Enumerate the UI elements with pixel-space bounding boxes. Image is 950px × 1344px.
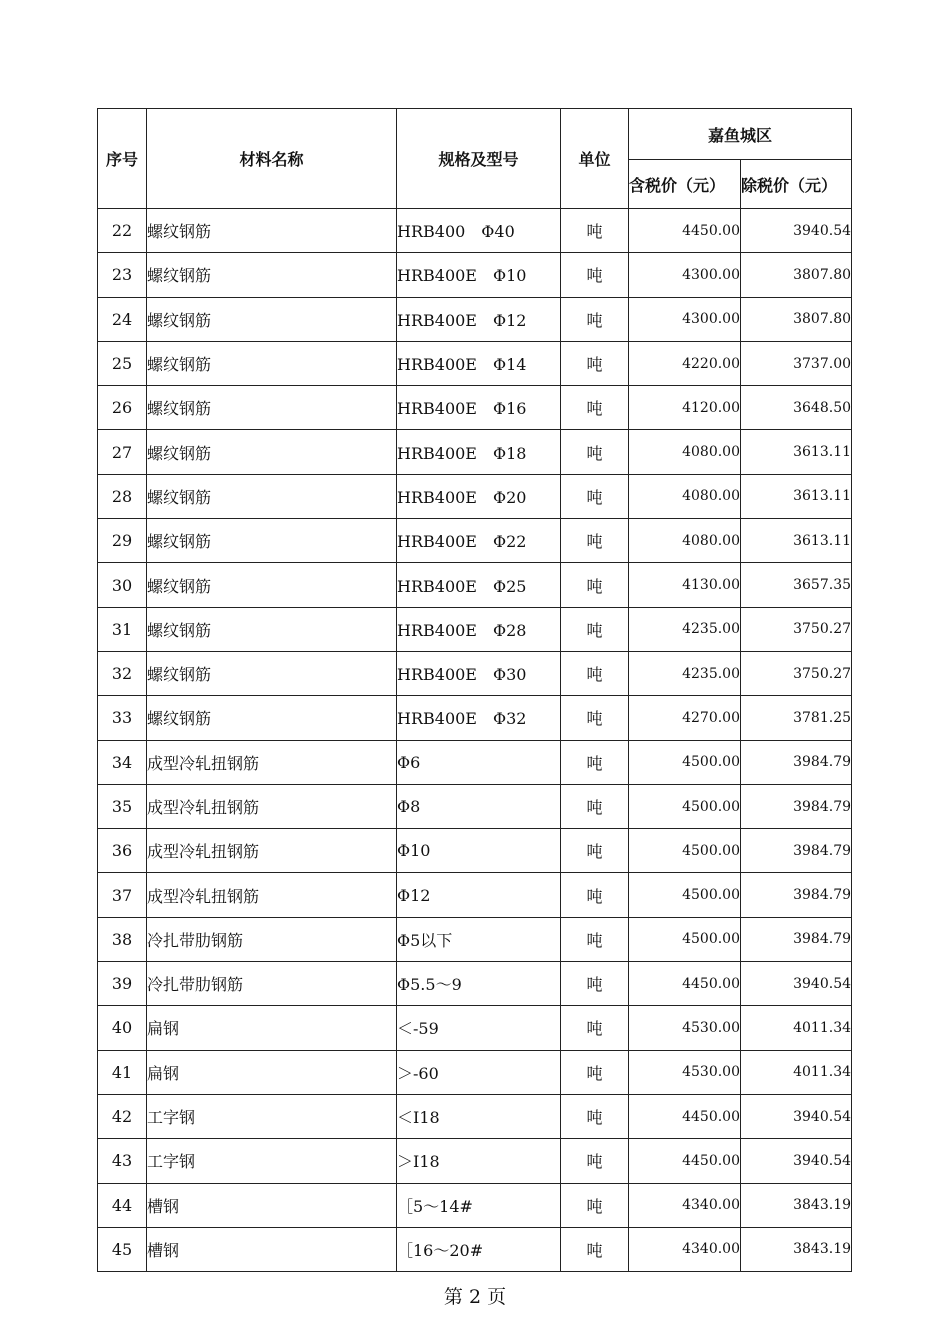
row-number: 45	[98, 1227, 147, 1271]
price-without-tax: 3940.54	[741, 209, 852, 253]
unit: 吨	[561, 873, 629, 917]
material-name: 螺纹钢筋	[147, 209, 397, 253]
row-number: 23	[98, 253, 147, 297]
row-number: 40	[98, 1006, 147, 1050]
row-number: 33	[98, 696, 147, 740]
spec-model: Φ12	[397, 873, 561, 917]
table-row	[98, 962, 852, 1006]
table-row	[98, 297, 852, 341]
row-number: 28	[98, 474, 147, 518]
price-without-tax: 3613.11	[741, 430, 852, 474]
material-name: 螺纹钢筋	[147, 519, 397, 563]
row-number: 24	[98, 297, 147, 341]
table-row	[98, 607, 852, 651]
row-number: 26	[98, 386, 147, 430]
material-name: 螺纹钢筋	[147, 696, 397, 740]
table-row	[98, 519, 852, 563]
price-without-tax: 3737.00	[741, 341, 852, 385]
price-with-tax: 4080.00	[629, 519, 741, 563]
price-with-tax: 4530.00	[629, 1006, 741, 1050]
unit: 吨	[561, 1094, 629, 1138]
spec-model: HRB400E Φ10	[397, 253, 561, 297]
unit: 吨	[561, 474, 629, 518]
row-number: 35	[98, 784, 147, 828]
material-name: 冷扎带肋钢筋	[147, 917, 397, 961]
price-with-tax: 4450.00	[629, 1139, 741, 1183]
price-without-tax: 3940.54	[741, 1094, 852, 1138]
material-name: 螺纹钢筋	[147, 607, 397, 651]
unit: 吨	[561, 297, 629, 341]
spec-model: ＜-59	[397, 1006, 561, 1050]
row-number: 41	[98, 1050, 147, 1094]
unit: 吨	[561, 651, 629, 695]
row-number: 31	[98, 607, 147, 651]
spec-model: HRB400E Φ18	[397, 430, 561, 474]
price-without-tax: 3657.35	[741, 563, 852, 607]
price-with-tax: 4300.00	[629, 297, 741, 341]
page-number: 第 2 页	[443, 1286, 507, 1308]
price-with-tax: 4080.00	[629, 430, 741, 474]
material-name: 冷扎带肋钢筋	[147, 962, 397, 1006]
price-with-tax: 4450.00	[629, 1094, 741, 1138]
row-number: 32	[98, 651, 147, 695]
unit: 吨	[561, 386, 629, 430]
price-without-tax: 3807.80	[741, 297, 852, 341]
price-with-tax: 4500.00	[629, 873, 741, 917]
row-number: 27	[98, 430, 147, 474]
unit: 吨	[561, 209, 629, 253]
material-name: 槽钢	[147, 1183, 397, 1227]
price-without-tax: 3648.50	[741, 386, 852, 430]
material-name: 螺纹钢筋	[147, 341, 397, 385]
price-with-tax: 4270.00	[629, 696, 741, 740]
price-with-tax: 4500.00	[629, 784, 741, 828]
row-number: 39	[98, 962, 147, 1006]
table-row	[98, 784, 852, 828]
material-name: 螺纹钢筋	[147, 297, 397, 341]
row-number: 34	[98, 740, 147, 784]
price-without-tax: 4011.34	[741, 1050, 852, 1094]
spec-model: ＜Ⅰ18	[397, 1094, 561, 1138]
spec-model: HRB400E Φ30	[397, 651, 561, 695]
table-row	[98, 1094, 852, 1138]
table-row	[98, 1050, 852, 1094]
price-with-tax: 4500.00	[629, 829, 741, 873]
material-name: 螺纹钢筋	[147, 474, 397, 518]
header-price-without-tax: 除税价（元）	[741, 160, 852, 209]
unit: 吨	[561, 519, 629, 563]
header-region: 嘉鱼城区	[629, 109, 852, 160]
unit: 吨	[561, 430, 629, 474]
unit: 吨	[561, 563, 629, 607]
price-with-tax: 4500.00	[629, 917, 741, 961]
spec-model: HRB400E Φ22	[397, 519, 561, 563]
table-row	[98, 873, 852, 917]
material-name: 成型冷轧扭钢筋	[147, 740, 397, 784]
spec-model: Φ8	[397, 784, 561, 828]
material-name: 螺纹钢筋	[147, 430, 397, 474]
price-without-tax: 3613.11	[741, 474, 852, 518]
header-material-name: 材料名称	[147, 109, 397, 209]
spec-model: HRB400E Φ28	[397, 607, 561, 651]
price-without-tax: 3984.79	[741, 829, 852, 873]
unit: 吨	[561, 917, 629, 961]
price-with-tax: 4120.00	[629, 386, 741, 430]
spec-model: HRB400E Φ32	[397, 696, 561, 740]
price-without-tax: 4011.34	[741, 1006, 852, 1050]
price-without-tax: 3781.25	[741, 696, 852, 740]
price-without-tax: 3984.79	[741, 917, 852, 961]
table-row	[98, 341, 852, 385]
price-without-tax: 3984.79	[741, 784, 852, 828]
material-name: 螺纹钢筋	[147, 253, 397, 297]
table-row	[98, 1227, 852, 1271]
price-with-tax: 4450.00	[629, 962, 741, 1006]
material-name: 槽钢	[147, 1227, 397, 1271]
unit: 吨	[561, 740, 629, 784]
spec-model: Φ5.5～9	[397, 962, 561, 1006]
spec-model: ＞Ⅰ18	[397, 1139, 561, 1183]
material-name: 螺纹钢筋	[147, 386, 397, 430]
material-name: 成型冷轧扭钢筋	[147, 784, 397, 828]
price-with-tax: 4220.00	[629, 341, 741, 385]
unit: 吨	[561, 1183, 629, 1227]
material-name: 成型冷轧扭钢筋	[147, 873, 397, 917]
row-number: 36	[98, 829, 147, 873]
table-row	[98, 209, 852, 253]
unit: 吨	[561, 1050, 629, 1094]
header-unit: 单位	[561, 109, 629, 209]
price-without-tax: 3843.19	[741, 1227, 852, 1271]
price-with-tax: 4235.00	[629, 607, 741, 651]
price-with-tax: 4450.00	[629, 209, 741, 253]
unit: 吨	[561, 1227, 629, 1271]
price-without-tax: 3940.54	[741, 1139, 852, 1183]
spec-model: Φ6	[397, 740, 561, 784]
table-row	[98, 1006, 852, 1050]
material-name: 扁钢	[147, 1050, 397, 1094]
spec-model: HRB400E Φ25	[397, 563, 561, 607]
header-spec-model: 规格及型号	[397, 109, 561, 209]
price-with-tax: 4235.00	[629, 651, 741, 695]
price-without-tax: 3750.27	[741, 651, 852, 695]
unit: 吨	[561, 784, 629, 828]
spec-model: ［16～20#	[397, 1227, 561, 1271]
price-with-tax: 4500.00	[629, 740, 741, 784]
row-number: 37	[98, 873, 147, 917]
row-number: 42	[98, 1094, 147, 1138]
unit: 吨	[561, 253, 629, 297]
unit: 吨	[561, 696, 629, 740]
table-header	[98, 109, 852, 209]
spec-model: HRB400E Φ14	[397, 341, 561, 385]
unit: 吨	[561, 1006, 629, 1050]
price-table	[97, 108, 852, 1272]
unit: 吨	[561, 829, 629, 873]
price-with-tax: 4080.00	[629, 474, 741, 518]
price-without-tax: 3940.54	[741, 962, 852, 1006]
table-row	[98, 740, 852, 784]
price-without-tax: 3613.11	[741, 519, 852, 563]
row-number: 44	[98, 1183, 147, 1227]
table-row	[98, 474, 852, 518]
table-row	[98, 1139, 852, 1183]
row-number: 22	[98, 209, 147, 253]
material-name: 成型冷轧扭钢筋	[147, 829, 397, 873]
material-name: 工字钢	[147, 1139, 397, 1183]
material-name: 螺纹钢筋	[147, 651, 397, 695]
table-row	[98, 651, 852, 695]
material-name: 工字钢	[147, 1094, 397, 1138]
price-with-tax: 4130.00	[629, 563, 741, 607]
spec-model: HRB400 Φ40	[397, 209, 561, 253]
table-body	[98, 209, 852, 1272]
spec-model: ［5～14#	[397, 1183, 561, 1227]
unit: 吨	[561, 607, 629, 651]
row-number: 25	[98, 341, 147, 385]
table-row	[98, 430, 852, 474]
spec-model: HRB400E Φ20	[397, 474, 561, 518]
price-without-tax: 3984.79	[741, 873, 852, 917]
spec-model: HRB400E Φ12	[397, 297, 561, 341]
price-without-tax: 3984.79	[741, 740, 852, 784]
table-row	[98, 253, 852, 297]
price-with-tax: 4340.00	[629, 1227, 741, 1271]
table-row	[98, 829, 852, 873]
header-price-with-tax: 含税价（元）	[629, 160, 741, 209]
price-without-tax: 3750.27	[741, 607, 852, 651]
spec-model: Φ10	[397, 829, 561, 873]
table-row	[98, 1183, 852, 1227]
table-row	[98, 386, 852, 430]
price-without-tax: 3843.19	[741, 1183, 852, 1227]
unit: 吨	[561, 1139, 629, 1183]
row-number: 30	[98, 563, 147, 607]
table-row	[98, 696, 852, 740]
header-seq: 序号	[98, 109, 147, 209]
price-without-tax: 3807.80	[741, 253, 852, 297]
row-number: 43	[98, 1139, 147, 1183]
unit: 吨	[561, 341, 629, 385]
price-with-tax: 4340.00	[629, 1183, 741, 1227]
material-name: 扁钢	[147, 1006, 397, 1050]
table-row	[98, 917, 852, 961]
material-name: 螺纹钢筋	[147, 563, 397, 607]
unit: 吨	[561, 962, 629, 1006]
row-number: 29	[98, 519, 147, 563]
spec-model: Φ5以下	[397, 917, 561, 961]
price-with-tax: 4300.00	[629, 253, 741, 297]
price-with-tax: 4530.00	[629, 1050, 741, 1094]
spec-model: HRB400E Φ16	[397, 386, 561, 430]
row-number: 38	[98, 917, 147, 961]
table-row	[98, 563, 852, 607]
spec-model: ＞-60	[397, 1050, 561, 1094]
